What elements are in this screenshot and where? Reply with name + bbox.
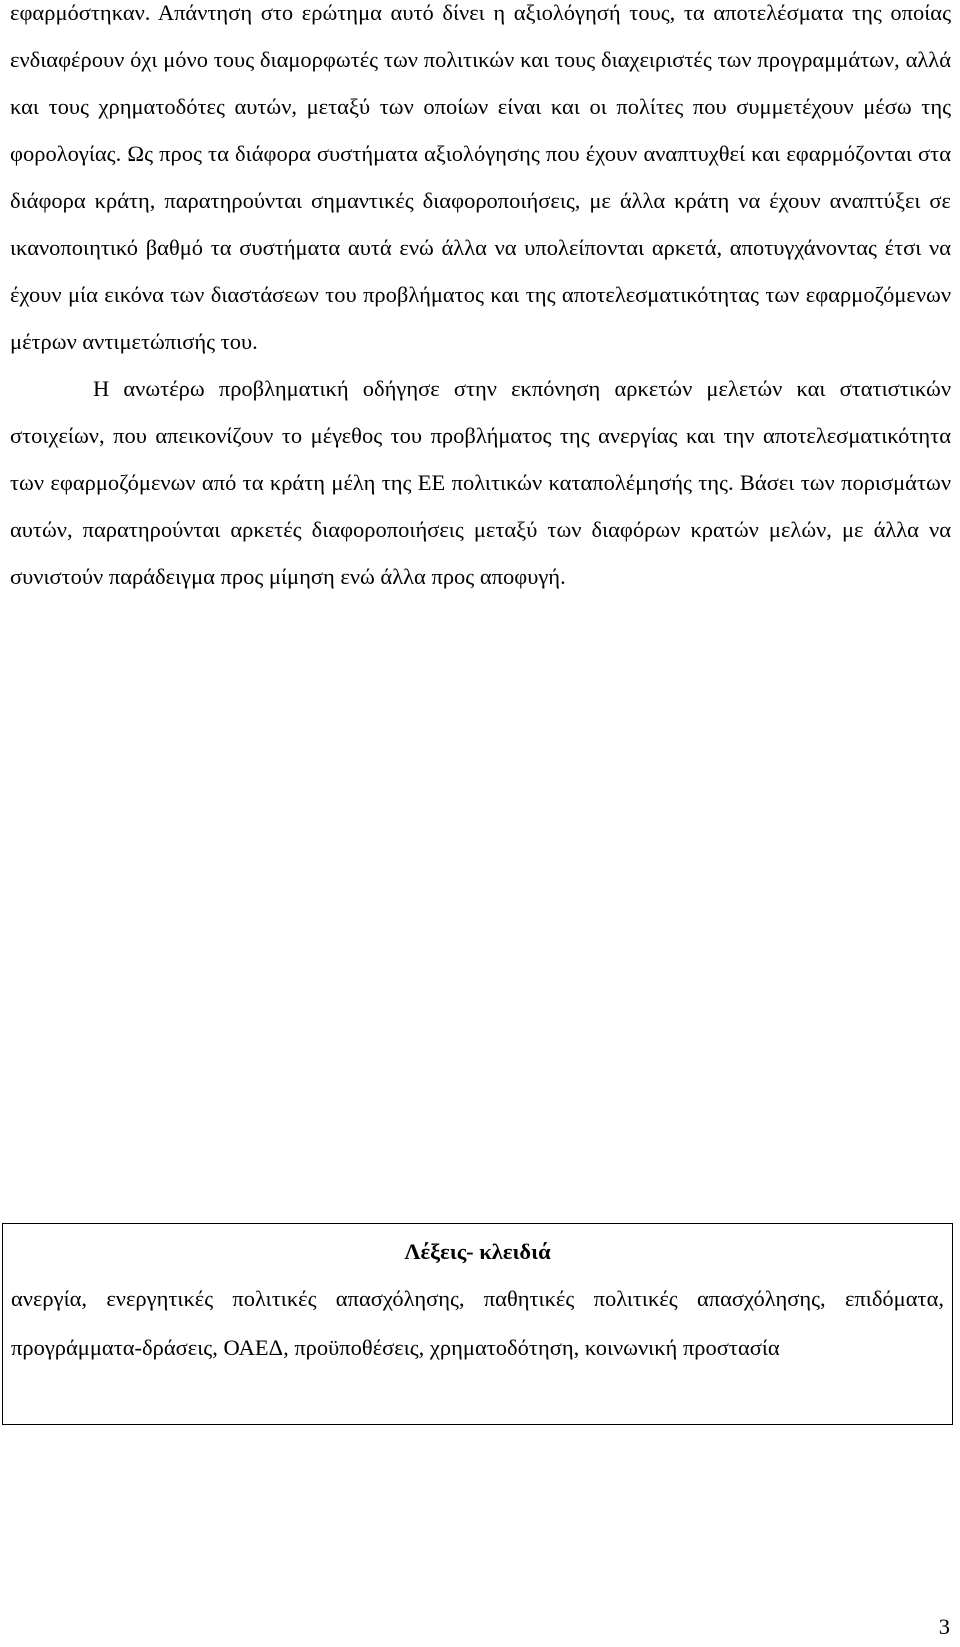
keywords-list: ανεργία, ενεργητικές πολιτικές απασχόλησης, παθητικές πολιτικές απασχόλησης, επιδόματα, προγράμματα-δράσεις, ΟΑΕΔ, προϋποθέσεις, χρηματοδότηση, κοινωνική προστασία (11, 1286, 944, 1360)
keywords-title: Λέξεις- κλειδιά (404, 1239, 551, 1264)
body-paragraph: Η ανωτέρω προβληματική οδήγησε στην εκπόνηση αρκετών μελετών και στατιστικών στοιχείων, που απεικονίζουν το μέγεθος του προβλήματος της ανεργίας και την αποτελεσματικότητα των εφαρμοζόμενων από τα κράτη μέλη της ΕΕ πολιτικών καταπολέμησής της. Βάσει των πορισμάτων αυτών, παρατηρούνται αρκετές διαφοροποιήσεις μεταξύ των διαφόρων κρατών μελών, με άλλα να συνιστούν παράδειγμα προς μίμηση ενώ άλλα προς αποφυγή. (10, 376, 951, 589)
keywords-box (2, 1223, 953, 1425)
body-paragraph: εφαρμόστηκαν. Απάντηση στο ερώτημα αυτό δίνει η αξιολόγησή τους, τα αποτελέσματα της οποίας ενδιαφέρουν όχι μόνο τους διαμορφωτές των πολιτικών και τους διαχειριστές των προγραμμάτων, αλλά και τους χρηματοδότες αυτών, μεταξύ των οποίων είναι και οι πολίτες που συμμετέχουν μέσω της φορολογίας. Ως προς τα διάφορα συστήματα αξιολόγησης που έχουν αναπτυχθεί και εφαρμόζονται στα διάφορα κράτη, παρατηρούνται σημαντικές διαφοροποιήσεις, με άλλα κράτη να έχουν αναπτύξει σε ικανοποιητικό βαθμό τα συστήματα αυτά ενώ άλλα να υπολείπονται αρκετά, αποτυγχάνοντας έτσι να έχουν μία εικόνα των διαστάσεων του προβλήματος και της αποτελεσματικότητας των εφαρμοζόμενων μέτρων αντιμετώπισής του. (10, 0, 951, 354)
page-number: 3 (938, 1614, 950, 1639)
document-page (10, 0, 951, 600)
